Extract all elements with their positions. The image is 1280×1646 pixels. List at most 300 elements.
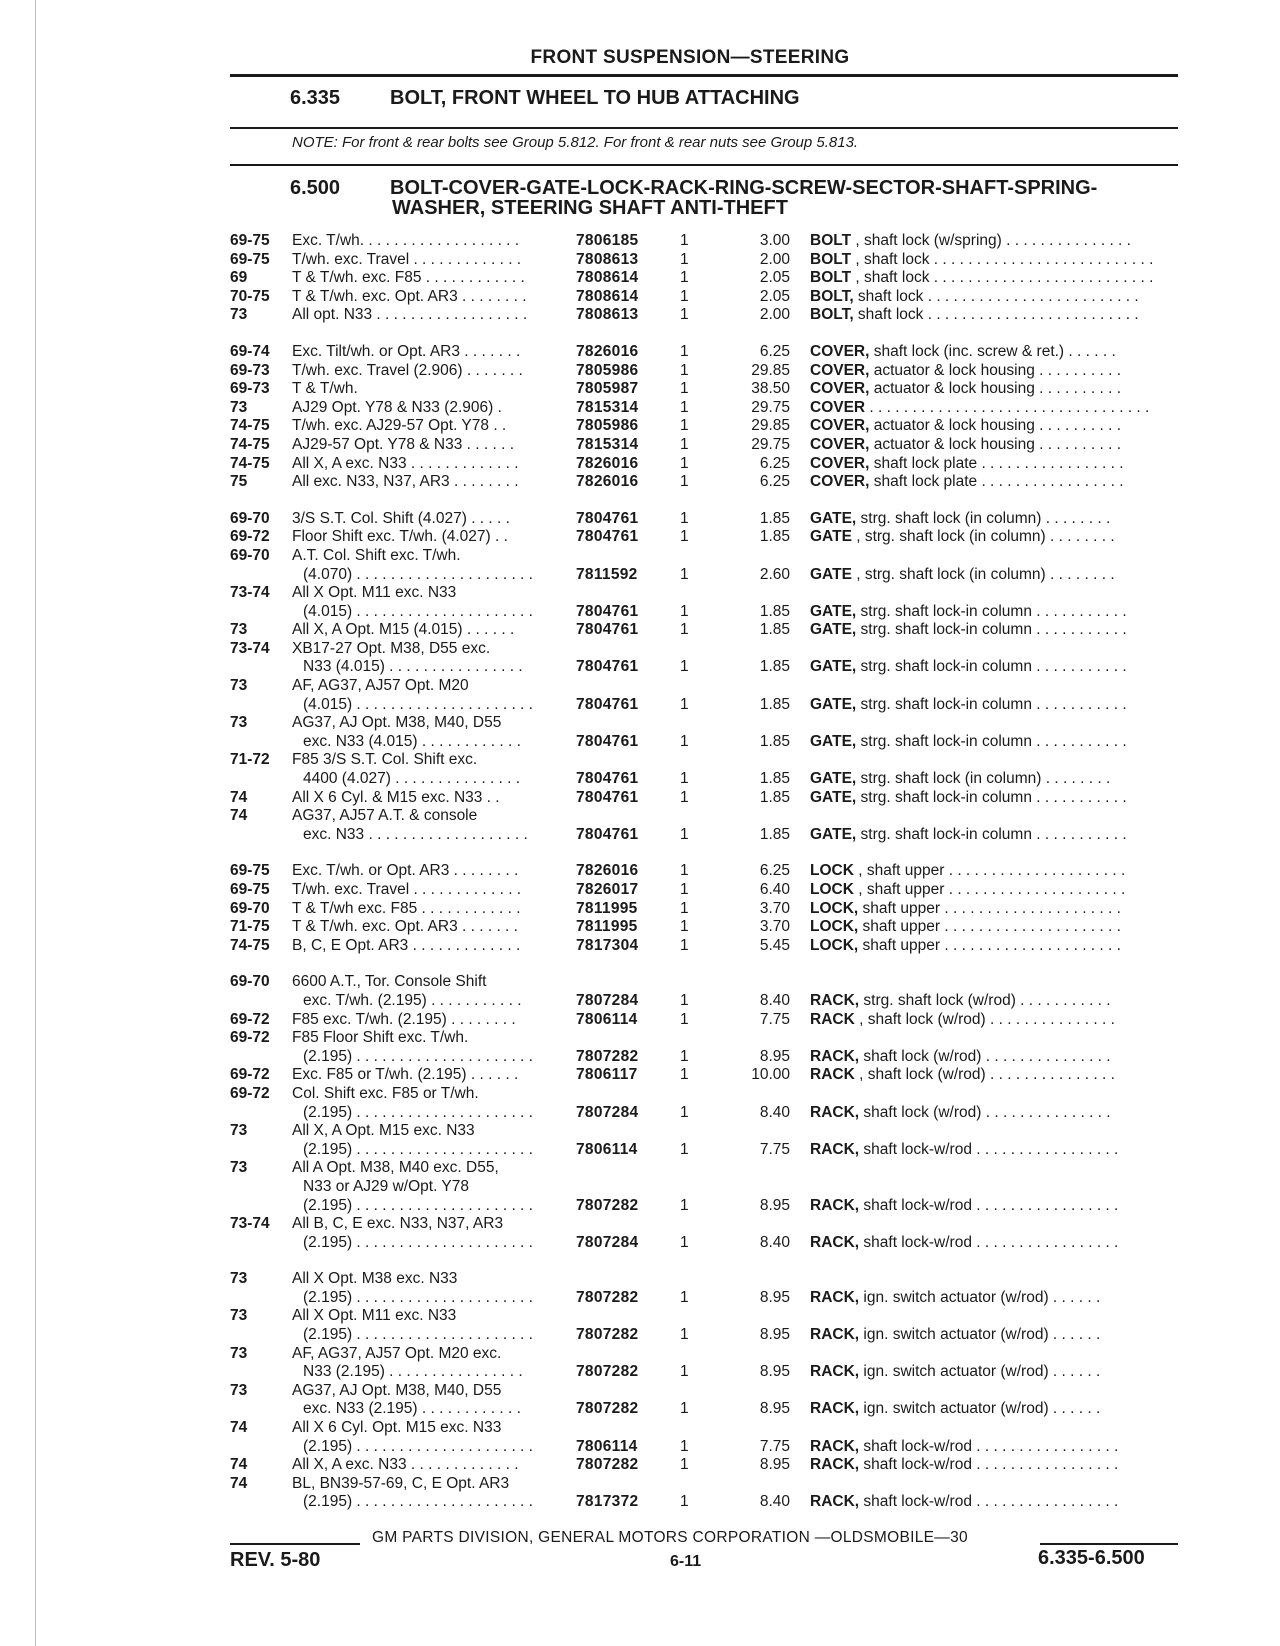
part-number: 7806185 [576,232,639,249]
price: 8.40 [759,991,790,1009]
price: 5.45 [759,936,790,954]
part-row [0,973,1280,992]
application-description: All opt. N33 . . . . . . . . . . . . . . . . . . [292,306,528,324]
quantity: 1 [680,287,689,305]
quantity: 1 [680,1047,689,1065]
part-row [0,1363,1280,1382]
part-name-keyword: RACK, [810,1363,860,1381]
part-name-keyword: RACK, [810,1326,860,1344]
part-number: 7804761 [576,788,639,806]
part-name [810,696,1176,715]
quantity: 1 [680,1103,689,1121]
price: 29.85 [751,417,790,435]
part-number: 7807282 [576,1196,639,1214]
part-name-keyword: LOCK, [810,918,859,936]
part-name-keyword: LOCK, [810,899,859,917]
application-description: All X 6 Cyl. Opt. M15 exc. N33 [292,1419,502,1437]
quantity: 1 [680,621,689,639]
part-name [810,881,1176,900]
part-name [810,473,1176,492]
application-description: All X, A exc. N33 . . . . . . . . . . . . . [292,1456,519,1474]
quantity: 1 [680,788,689,806]
part-name [810,417,1176,436]
quantity: 1 [680,361,689,379]
quantity: 1 [680,1066,689,1084]
quantity: 1 [680,250,689,268]
application-description: Floor Shift exc. T/wh. (4.027) . . [292,528,508,546]
model-years: 69-70 [230,899,270,917]
price: 7.75 [759,1437,790,1455]
application-description: All X, A Opt. M15 (4.015) . . . . . . [292,621,515,639]
application-description: T & T/wh. [292,380,358,398]
note-rule-bottom [230,164,1178,166]
part-number: 7805987 [576,380,639,398]
quantity: 1 [680,528,689,546]
part-name-keyword: RACK, [810,1103,860,1121]
footer-publisher: GM PARTS DIVISION, GENERAL MOTORS CORPORATION —OLDSMOBILE—30 [372,1529,968,1546]
part-name-keyword: GATE, [810,658,857,676]
part-number: 7804761 [576,732,639,750]
part-row [0,1345,1280,1364]
part-name [810,789,1176,808]
application-description: (2.195) . . . . . . . . . . . . . . . . . . . . . [303,1233,533,1251]
page-header [0,47,1280,69]
application-description: All X Opt. M11 exc. N33 [292,1307,457,1325]
model-years: 69-75 [230,232,270,249]
application-description: (4.070) . . . . . . . . . . . . . . . . . . . . . [303,565,533,583]
price: 8.95 [759,1196,790,1214]
price: 38.50 [751,380,790,398]
model-years: 69-70 [230,973,270,991]
part-row [0,380,1280,399]
price: 3.70 [759,899,790,917]
part-row [0,343,1280,362]
part-name-detail: strg. shaft lock (in column) . . . . . . . . [856,770,1111,788]
part-number: 7817372 [576,1493,639,1511]
part-name-detail: strg. shaft lock-in column . . . . . . . . . . . [856,695,1127,713]
part-row [0,1234,1280,1253]
part-number: 7804761 [576,695,639,713]
part-name-detail: shaft lock . . . . . . . . . . . . . . . . . . . . . . . . . [853,306,1139,324]
model-years: 69-72 [230,1010,270,1028]
quantity: 1 [680,770,689,788]
quantity: 1 [680,1233,689,1251]
part-name-detail: , shaft lock . . . . . . . . . . . . . . . . . . . . . . . . . . [851,250,1154,268]
price: 2.05 [759,287,790,305]
part-row [0,1011,1280,1030]
part-name [810,1066,1176,1085]
part-row [0,807,1280,826]
part-name-keyword: RACK, [810,1400,860,1418]
model-years: 69-75 [230,250,270,268]
part-row [0,862,1280,881]
application-description: AF, AG37, AJ57 Opt. M20 [292,677,469,695]
part-number: 7808613 [576,250,639,268]
section-name: BOLT-COVER-GATE-LOCK-RACK-RING-SCREW-SECTOR-SHAFT-SPRING- [390,177,1098,199]
model-years: 73 [230,398,248,416]
application-description: exc. N33 (4.015) . . . . . . . . . . . . [303,732,521,750]
section-note: NOTE: For front & rear bolts see Group 5.812. For front & rear nuts see Group 5.813. [292,134,859,151]
application-description: All X, A Opt. M15 exc. N33 [292,1122,475,1140]
part-name-keyword: GATE, [810,788,857,806]
part-row [0,733,1280,752]
price: 29.75 [751,398,790,416]
model-years: 73 [230,714,248,732]
price: 8.40 [759,1233,790,1251]
part-row [0,714,1280,733]
model-years: 71-75 [230,918,270,936]
part-name-keyword: RACK, [810,1233,860,1251]
part-number: 7807282 [576,1326,639,1344]
model-years: 73 [230,1344,248,1362]
section-6500-title-line2: WASHER, STEERING SHAFT ANTI-THEFT [392,197,788,219]
part-name [810,288,1176,307]
part-name [810,269,1176,288]
part-row [0,362,1280,381]
application-description: Exc. T/wh. or Opt. AR3 . . . . . . . . [292,862,519,880]
part-name-keyword: RACK, [810,1456,860,1474]
part-name-keyword: LOCK [810,881,854,898]
model-years: 74 [230,1419,248,1437]
part-row [0,789,1280,808]
price: 6.25 [759,454,790,472]
model-years: 71-72 [230,751,270,769]
part-name [810,1400,1176,1419]
part-row [0,1066,1280,1085]
model-years: 73 [230,1270,248,1288]
part-number: 7811995 [576,899,638,917]
part-name-keyword: RACK [810,1010,855,1028]
part-name-detail: actuator & lock housing . . . . . . . . . . [869,417,1121,435]
model-years: 69-72 [230,528,270,546]
part-number: 7807282 [576,1400,639,1418]
model-years: 69-70 [230,546,270,564]
quantity: 1 [680,862,689,880]
application-description: A.T. Col. Shift exc. T/wh. [292,546,461,564]
part-name-detail: shaft lock-w/rod . . . . . . . . . . . . . . . . . [859,1437,1119,1455]
part-name-keyword: BOLT, [810,287,854,305]
price: 8.40 [759,1493,790,1511]
application-description: AG37, AJ Opt. M38, M40, D55 [292,714,502,732]
quantity: 1 [680,473,689,491]
part-name [810,380,1176,399]
part-name-detail: strg. shaft lock-in column . . . . . . . . . . . [856,732,1127,750]
model-years: 73 [230,621,248,639]
part-number: 7807282 [576,1047,639,1065]
part-name-keyword: BOLT [810,232,852,249]
part-name-detail: shaft lock-w/rod . . . . . . . . . . . . . . . . . [859,1233,1119,1251]
quantity: 1 [680,1493,689,1511]
part-name-keyword: RACK, [810,1437,860,1455]
quantity: 1 [680,565,689,583]
revision-label: REV. 5-80 [230,1549,321,1571]
page-header-title: FRONT SUSPENSION—STEERING [530,47,850,68]
part-name-detail: , shaft lock (w/rod) . . . . . . . . . . . . . . . [854,1066,1115,1084]
parts-list [0,232,1280,1512]
quantity: 1 [680,269,689,287]
application-description: Exc. T/wh. . . . . . . . . . . . . . . . . . . [292,232,520,249]
part-name-detail: ign. switch actuator (w/rod) . . . . . . [859,1326,1101,1344]
part-name-keyword: GATE [810,565,852,583]
price: 6.40 [759,881,790,898]
part-number: 7817304 [576,936,639,954]
part-name [810,232,1176,251]
part-row [0,1493,1280,1512]
price: 8.95 [759,1456,790,1474]
quantity: 1 [680,1196,689,1214]
application-description: Exc. Tilt/wh. or Opt. AR3 . . . . . . . [292,342,521,360]
price: 7.75 [759,1010,790,1028]
part-name-keyword: GATE [810,528,852,546]
part-row [0,1456,1280,1475]
part-name-keyword: COVER, [810,342,870,360]
price: 1.85 [759,528,790,546]
part-name-keyword: COVER, [810,473,870,491]
part-name [810,362,1176,381]
part-row [0,770,1280,789]
footer-rule-right [1040,1543,1178,1545]
price: 2.05 [759,269,790,287]
quantity: 1 [680,342,689,360]
part-number: 7807284 [576,1103,639,1121]
part-name-detail: . . . . . . . . . . . . . . . . . . . . . . . . . . . . . . . . . [865,398,1150,416]
part-row [0,269,1280,288]
price: 6.25 [759,862,790,880]
part-row [0,436,1280,455]
part-name [810,603,1176,622]
part-name-detail: , shaft lock (w/spring) . . . . . . . . . . . . . . . [851,232,1131,249]
part-row [0,232,1280,251]
part-row [0,251,1280,270]
model-years: 73-74 [230,639,270,657]
part-name [810,251,1176,270]
part-number: 7804761 [576,509,639,527]
part-name-keyword: COVER, [810,435,870,453]
model-years: 75 [230,473,248,491]
price: 8.95 [759,1326,790,1344]
part-number: 7826016 [576,862,639,880]
part-name-keyword: COVER, [810,417,870,435]
part-name-detail: shaft lock (inc. screw & ret.) . . . . . . [869,342,1116,360]
quantity: 1 [680,732,689,750]
part-name-detail: shaft lock-w/rod . . . . . . . . . . . . . . . . . [859,1140,1119,1158]
price: 1.85 [759,825,790,843]
application-description: (4.015) . . . . . . . . . . . . . . . . . . . . . [303,695,533,713]
part-name-detail: , shaft lock (w/rod) . . . . . . . . . . . . . . . [854,1010,1115,1028]
quantity: 1 [680,1456,689,1474]
part-name-detail: strg. shaft lock-in column . . . . . . . . . . . [856,658,1127,676]
part-number: 7806114 [576,1140,638,1158]
quantity: 1 [680,602,689,620]
price: 2.00 [759,306,790,324]
application-description: 3/S S.T. Col. Shift (4.027) . . . . . [292,509,510,527]
part-row [0,751,1280,770]
part-row [0,510,1280,529]
price: 2.00 [759,250,790,268]
application-description: (2.195) . . . . . . . . . . . . . . . . . . . . . [303,1288,533,1306]
application-description: (2.195) . . . . . . . . . . . . . . . . . . . . . [303,1103,533,1121]
price: 1.85 [759,621,790,639]
model-years: 69-75 [230,862,270,880]
application-description: N33 (4.015) . . . . . . . . . . . . . . . . [303,658,523,676]
application-description: T/wh. exc. Travel . . . . . . . . . . . . . [292,250,522,268]
quantity: 1 [680,1437,689,1455]
part-name-detail: ign. switch actuator (w/rod) . . . . . . [859,1400,1101,1418]
model-years: 73-74 [230,1215,270,1233]
part-number: 7808614 [576,287,639,305]
part-name-keyword: GATE, [810,509,857,527]
part-row [0,547,1280,566]
part-number: 7815314 [576,435,639,453]
part-row [0,621,1280,640]
model-years: 74 [230,1474,248,1492]
application-description: AJ29 Opt. Y78 & N33 (2.906) . [292,398,502,416]
model-years: 69-70 [230,509,270,527]
part-name-detail: shaft lock-w/rod . . . . . . . . . . . . . . . . . [859,1493,1119,1511]
model-years: 69-74 [230,342,270,360]
section-number: 6.500 [290,177,341,199]
application-description: All X 6 Cyl. & M15 exc. N33 . . [292,788,500,806]
part-name-detail: , shaft upper . . . . . . . . . . . . . . . . . . . . . [853,881,1126,898]
quantity: 1 [680,1288,689,1306]
application-description: Col. Shift exc. F85 or T/wh. [292,1084,479,1102]
part-name-detail: shaft upper . . . . . . . . . . . . . . . . . . . . . [858,918,1121,936]
group-range: 6.335-6.500 [1038,1547,1145,1569]
application-description: 6600 A.T., Tor. Console Shift [292,973,487,991]
model-years: 73-74 [230,584,270,602]
quantity: 1 [680,454,689,472]
part-number: 7826017 [576,881,639,898]
part-number: 7807284 [576,1233,639,1251]
application-description: (2.195) . . . . . . . . . . . . . . . . . . . . . [303,1493,533,1511]
part-row [0,1178,1280,1197]
part-name-keyword: GATE, [810,695,857,713]
price: 1.85 [759,770,790,788]
part-row [0,677,1280,696]
model-years: 69-75 [230,881,270,898]
part-name-detail: shaft lock (w/rod) . . . . . . . . . . . . . . . [859,1047,1111,1065]
part-name-detail: shaft lock-w/rod . . . . . . . . . . . . . . . . . [859,1456,1119,1474]
part-name [810,343,1176,362]
price: 6.25 [759,342,790,360]
quantity: 1 [680,695,689,713]
part-name-detail: shaft lock-w/rod . . . . . . . . . . . . . . . . . [859,1196,1119,1214]
application-description: T & T/wh. exc. Opt. AR3 . . . . . . . . [292,287,527,305]
price: 2.60 [759,565,790,583]
application-description: All X Opt. M38 exc. N33 [292,1270,458,1288]
part-name-detail: shaft lock . . . . . . . . . . . . . . . . . . . . . . . . . [853,287,1139,305]
application-description: (2.195) . . . . . . . . . . . . . . . . . . . . . [303,1326,533,1344]
part-number: 7804761 [576,825,639,843]
part-name [810,1326,1176,1345]
part-number: 7811592 [576,565,638,583]
part-name [810,992,1176,1011]
part-name [810,436,1176,455]
part-row [0,1400,1280,1419]
application-description: (4.015) . . . . . . . . . . . . . . . . . . . . . [303,602,533,620]
part-name-keyword: GATE, [810,602,857,620]
price: 3.70 [759,918,790,936]
part-row [0,1048,1280,1067]
application-description: F85 Floor Shift exc. T/wh. [292,1029,469,1047]
price: 10.00 [751,1066,790,1084]
model-years: 74-75 [230,454,270,472]
part-number: 7804761 [576,770,639,788]
part-name [810,1493,1176,1512]
part-row [0,1326,1280,1345]
part-row [0,658,1280,677]
quantity: 1 [680,398,689,416]
section-name: BOLT, FRONT WHEEL TO HUB ATTACHING [390,87,800,109]
part-name-detail: strg. shaft lock (in column) . . . . . . . . [856,509,1111,527]
part-name-detail: ign. switch actuator (w/rod) . . . . . . [859,1288,1101,1306]
application-description: All X, A exc. N33 . . . . . . . . . . . . . [292,454,519,472]
application-description: AJ29-57 Opt. Y78 & N33 . . . . . . [292,435,514,453]
quantity: 1 [680,380,689,398]
part-row [0,1122,1280,1141]
part-name [810,1104,1176,1123]
part-name [810,399,1176,418]
part-name-keyword: LOCK [810,862,854,880]
part-name-keyword: BOLT, [810,306,854,324]
model-years: 74 [230,807,248,825]
part-row [0,566,1280,585]
part-row [0,918,1280,937]
part-name [810,528,1176,547]
price: 8.95 [759,1047,790,1065]
part-name-detail: shaft lock (w/rod) . . . . . . . . . . . . . . . [859,1103,1111,1121]
part-name-detail: shaft lock plate . . . . . . . . . . . . . . . . . [869,454,1124,472]
part-name-keyword: GATE, [810,825,857,843]
model-years: 69-73 [230,361,270,379]
part-row [0,1029,1280,1048]
quantity: 1 [680,881,689,898]
part-row [0,1159,1280,1178]
section-number: 6.335 [290,87,341,109]
part-name-detail: , shaft upper . . . . . . . . . . . . . . . . . . . . . [853,862,1126,880]
part-number: 7811995 [576,918,638,936]
page-number: 6-11 [670,1553,702,1570]
part-name [810,306,1176,325]
part-number: 7807284 [576,991,639,1009]
price: 1.85 [759,509,790,527]
model-years: 74-75 [230,936,270,954]
part-row [0,1085,1280,1104]
part-number: 7826016 [576,342,639,360]
part-name-keyword: GATE, [810,770,857,788]
part-name-keyword: COVER, [810,380,870,398]
application-description: exc. T/wh. (2.195) . . . . . . . . . . . [303,991,522,1009]
application-description: 4400 (4.027) . . . . . . . . . . . . . . . [303,770,521,788]
section-6335-title [290,87,800,110]
part-name-keyword: RACK [810,1066,855,1084]
part-row [0,1141,1280,1160]
quantity: 1 [680,918,689,936]
model-years: 73 [230,1122,248,1140]
part-name-detail: actuator & lock housing . . . . . . . . . . [869,435,1121,453]
application-description: T/wh. exc. AJ29-57 Opt. Y78 . . [292,417,507,435]
part-row [0,826,1280,845]
application-description: T & T/wh. exc. Opt. AR3 . . . . . . . [292,918,518,936]
quantity: 1 [680,991,689,1009]
quantity: 1 [680,417,689,435]
part-row [0,306,1280,325]
part-row [0,937,1280,956]
part-name-keyword: GATE, [810,732,857,750]
application-description: XB17-27 Opt. M38, D55 exc. [292,639,491,657]
part-row [0,1307,1280,1326]
part-row [0,288,1280,307]
